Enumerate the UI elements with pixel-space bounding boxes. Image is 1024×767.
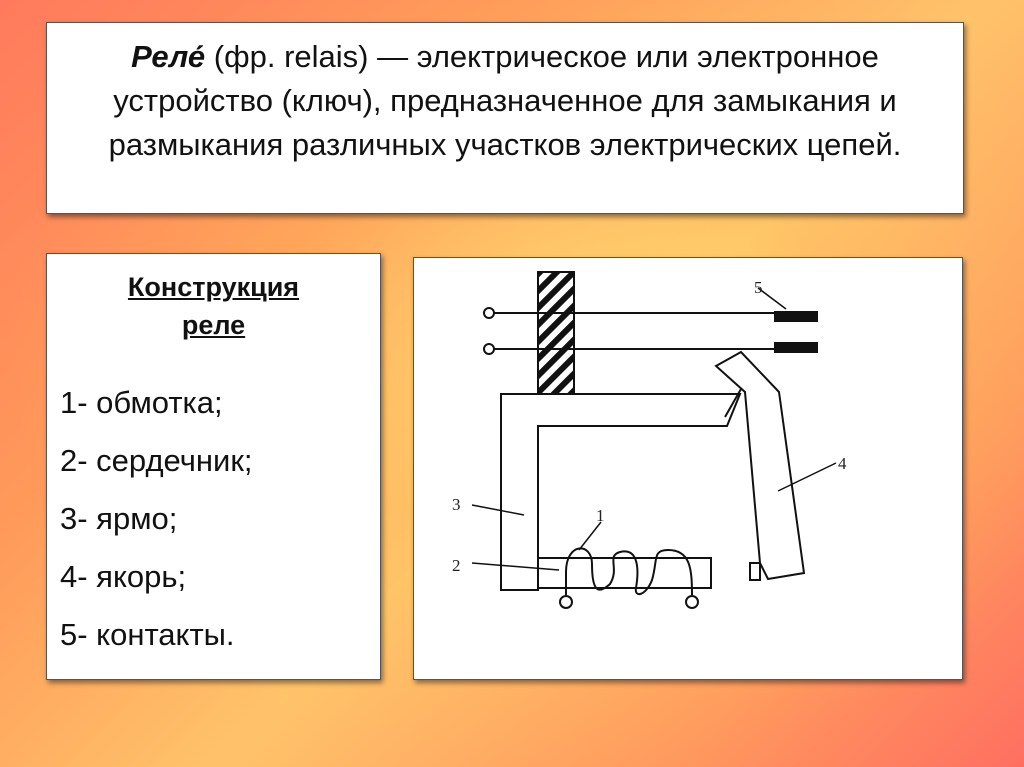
definition-box	[46, 22, 964, 214]
legend-item-core: 2- сердечник;	[60, 443, 253, 478]
core-bar	[538, 558, 711, 588]
terminal-wires	[484, 308, 818, 354]
callout-3: 3	[452, 495, 461, 514]
yoke	[501, 394, 740, 590]
definition-text	[57, 35, 953, 167]
callout-2: 2	[452, 556, 461, 575]
legend-item-winding: 1- обмотка;	[60, 385, 223, 420]
callout-1: 1	[596, 506, 605, 525]
definition-term: Реле́	[131, 39, 206, 74]
diagram-box	[413, 257, 963, 680]
legend-heading	[47, 268, 380, 344]
legend-box	[46, 253, 381, 680]
legend-item-contacts: 5- контакты.	[60, 617, 235, 652]
contacts	[774, 311, 818, 353]
callout-5: 5	[754, 278, 763, 297]
legend-item-yoke: 3- ярмо;	[60, 501, 178, 536]
legend-heading-line1: Конструкция	[127, 272, 300, 302]
relay-diagram	[414, 258, 962, 679]
core-post	[538, 272, 574, 394]
legend-heading-line2: реле	[181, 310, 246, 340]
definition-body: (фр. relais) — электрическое или электронное устройство (ключ), предназначенное для замыкания и размыкания различных участков электрических цепей.	[108, 39, 902, 162]
legend-list	[60, 374, 253, 664]
winding-terminals	[560, 596, 698, 608]
legend-item-armature: 4- якорь;	[60, 559, 187, 594]
armature	[716, 352, 804, 580]
callout-4: 4	[838, 454, 847, 473]
